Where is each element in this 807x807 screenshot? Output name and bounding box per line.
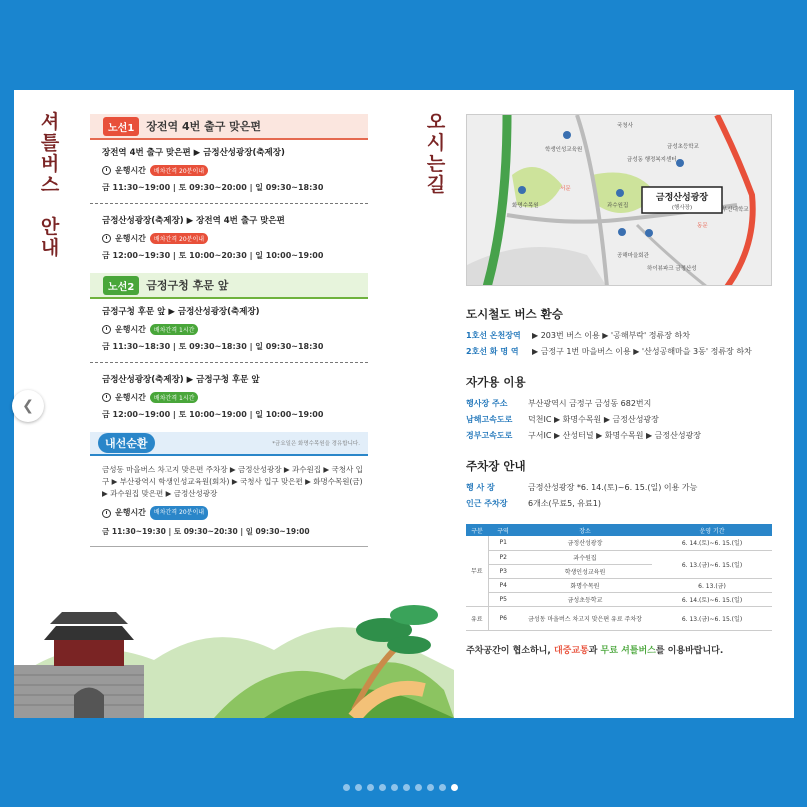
table-cell: 금성동 마을버스 차고지 맞은편 유료 주차장 xyxy=(518,606,652,630)
op-label: 운행시간 xyxy=(115,325,146,334)
route2-title: 금정구청 후문 앞 xyxy=(146,279,229,292)
table-cell: 금정산성광장 xyxy=(518,536,652,550)
notice-highlight: 대중교통 xyxy=(553,645,589,656)
trip-to: 금정산성광장(축제장) xyxy=(177,307,260,317)
map-label: 공해마을회관 xyxy=(617,253,649,259)
map-label: 학생인성교육원 xyxy=(545,147,583,153)
route1-trip2: 금정산성광장(축제장) ▶ 장전역 4번 출구 맞은편 운행시간 배차간격 20분이내 금 12:00~19:30 | 토 10:00~20:30 | 일 10:00~19:00 xyxy=(90,208,368,267)
row-text: 덕천IC ▶ 화명수목원 ▶ 금정산성광장 xyxy=(528,415,659,424)
map-label: 부산대학교 xyxy=(722,207,749,213)
car-row xyxy=(466,412,776,428)
route2-trip2: 금정산성광장(축제장) ▶ 금정구청 후문 앞 운행시간 배차간격 1시간 금 12:00~19:00 | 토 10:00~19:00 | 일 10:00~19:00 xyxy=(90,367,368,426)
trip-to: 금정구청 후문 앞 xyxy=(196,375,260,385)
row-text: 부산광역시 금정구 금성동 682번지 xyxy=(528,399,652,408)
metro-row xyxy=(466,328,776,344)
row-label: 남해고속도로 xyxy=(466,415,513,424)
table-cell: 유료 xyxy=(466,606,488,630)
schedule: 금 11:30~19:30 | 토 09:30~20:30 | 일 09:30~19:00 xyxy=(102,527,310,536)
divider xyxy=(90,546,368,547)
table-cell: P6 xyxy=(488,606,518,630)
clock-icon xyxy=(102,509,111,518)
interval-badge: 배차간격 20분이내 xyxy=(150,233,208,244)
shuttle-title: 셔 틀 버 스 안 내 xyxy=(40,111,60,259)
metro-title: 도시철도 버스 환승 xyxy=(466,307,563,321)
map-label: 과수원집 xyxy=(607,203,629,209)
row-text: ▶ 금정구 1번 마을버스 이용 ▶ '산성공해마을 3동' 정류장 하차 xyxy=(532,347,752,356)
notice-text: 주차공간이 협소하니, xyxy=(466,645,554,656)
metro-row xyxy=(466,344,776,360)
interval-badge: 배차간격 20분이내 xyxy=(150,165,208,176)
map-label: 금성초등학교 xyxy=(667,144,699,150)
table-row xyxy=(466,578,772,592)
trip-from: 금정산성광장(축제장) xyxy=(102,216,184,226)
map-label: 금성동 행정복지센터 xyxy=(627,157,677,163)
circular-body xyxy=(90,456,368,538)
parking-table xyxy=(466,524,772,631)
car-row xyxy=(466,396,776,412)
carousel-dot[interactable] xyxy=(451,784,458,791)
table-cell: P5 xyxy=(488,592,518,606)
car-row xyxy=(466,428,776,444)
schedule: 금 11:30~18:30 | 토 09:30~18:30 | 일 09:30~18:30 xyxy=(102,342,324,351)
trip-to: 장전역 4번 출구 맞은편 xyxy=(196,216,285,226)
col-header: 구역 xyxy=(488,524,518,536)
row-label: 1호선 온천장역 xyxy=(466,331,521,340)
trip-to: 금정산성광장(축제장) xyxy=(203,148,285,158)
location-map xyxy=(466,114,772,286)
row-label: 행 사 장 xyxy=(466,483,495,492)
table-cell: 6. 13.(금)~6. 15.(일) xyxy=(652,606,772,630)
carousel-dot[interactable] xyxy=(367,784,374,791)
table-row xyxy=(466,536,772,550)
route1-title: 장전역 4번 출구 맞은편 xyxy=(146,120,262,133)
directions-panel xyxy=(466,114,776,656)
map-label: 하이뷰파크 금정산성 xyxy=(647,266,697,272)
clock-icon xyxy=(102,166,111,175)
car-title: 자가용 이용 xyxy=(466,375,526,389)
table-cell: 6. 14.(토)~6. 15.(일) xyxy=(652,592,772,606)
route1-trip1: 장전역 4번 출구 맞은편 ▶ 금정산성광장(축제장) 운행시간 배차간격 20분이내 금 11:30~19:00 | 토 09:30~20:00 | 일 09:30~18:30 xyxy=(90,140,368,199)
table-cell: 학생인성교육원 xyxy=(518,564,652,578)
op-label: 운행시간 xyxy=(115,393,146,402)
row-label: 행사장 주소 xyxy=(466,399,508,408)
table-cell: 6. 13.(금)~6. 15.(일) xyxy=(652,550,772,578)
brochure-page xyxy=(14,90,794,718)
circular-badge: 내선순환 xyxy=(98,433,155,453)
map-callout: 금정산성광장 xyxy=(655,193,709,203)
carousel-dot[interactable] xyxy=(391,784,398,791)
route2-badge: 노선2 xyxy=(103,276,139,295)
carousel-dot[interactable] xyxy=(403,784,410,791)
op-label: 운행시간 xyxy=(115,166,146,175)
carousel-indicator xyxy=(343,784,458,791)
col-header: 운영 기간 xyxy=(652,524,772,536)
table-row xyxy=(466,606,772,630)
table-cell: 6. 13.(금) xyxy=(652,578,772,592)
clock-icon xyxy=(102,393,111,402)
circular-stops: 금성동 마을버스 차고지 맞은편 주차장 ▶ 금정산성광장 ▶ 과수원집 ▶ 국청사 입구 ▶ 부산광역시 학생인성교육원(회차) ▶ 국청사 입구 맞은편 ▶ 화명수목원(금) ▶ 과수원집 맞은편 ▶ 금정산성광장 xyxy=(102,465,363,498)
map-label: 동문 xyxy=(697,223,708,229)
clock-icon xyxy=(102,325,111,334)
trip-from: 금정구청 후문 앞 xyxy=(102,307,166,317)
row-label: 인근 주차장 xyxy=(466,499,508,508)
route2-trip1: 금정구청 후문 앞 ▶ 금정산성광장(축제장) 운행시간 배차간격 1시간 금 11:30~18:30 | 토 09:30~18:30 | 일 09:30~18:30 xyxy=(90,299,368,358)
route1-header xyxy=(90,114,368,140)
table-row xyxy=(466,550,772,564)
schedule: 금 11:30~19:00 | 토 09:30~20:00 | 일 09:30~18:30 xyxy=(102,183,324,192)
row-label: 경부고속도로 xyxy=(466,431,513,440)
notice-text: 과 xyxy=(588,645,601,656)
table-cell: 금성초등학교 xyxy=(518,592,652,606)
carousel-dot[interactable] xyxy=(415,784,422,791)
notice-text: 를 이용바랍니다. xyxy=(655,645,724,656)
table-row xyxy=(466,592,772,606)
row-text: ▶ 203번 버스 이용 ▶ '공해부락' 정류장 하차 xyxy=(532,331,690,340)
route2-header xyxy=(90,273,368,299)
interval-badge: 배차간격 20분이내 xyxy=(150,506,208,520)
circular-note: *금요일은 화명수목원을 경유합니다. xyxy=(272,441,360,447)
circular-header xyxy=(90,432,368,456)
carousel-dot[interactable] xyxy=(379,784,386,791)
table-header xyxy=(466,524,772,536)
carousel-dot[interactable] xyxy=(439,784,446,791)
parking-title: 주차장 안내 xyxy=(466,459,526,473)
carousel-dot[interactable] xyxy=(343,784,350,791)
map-label: 국청사 xyxy=(617,123,633,129)
col-header: 구분 xyxy=(466,524,488,536)
map-label: 서문 xyxy=(560,186,571,192)
table-cell: P2 xyxy=(488,550,518,564)
interval-badge: 배차간격 1시간 xyxy=(150,324,199,335)
col-header: 장소 xyxy=(518,524,652,536)
table-cell: P1 xyxy=(488,536,518,550)
map-callout-sub: (행사장) xyxy=(671,205,693,211)
row-text: 구서IC ▶ 산성터널 ▶ 화명수목원 ▶ 금정산성광장 xyxy=(528,431,702,440)
trip-from: 장전역 4번 출구 맞은편 xyxy=(102,148,191,158)
table-cell: P3 xyxy=(488,564,518,578)
row-text: 6개소(무료5, 유료1) xyxy=(528,499,601,508)
parking-row xyxy=(466,496,776,512)
divider xyxy=(90,362,368,363)
op-label: 운행시간 xyxy=(115,234,146,243)
clock-icon xyxy=(102,234,111,243)
row-text: 금정산성광장 *6. 14.(토)~6. 15.(일) 이용 가능 xyxy=(528,483,698,492)
fortress-illustration xyxy=(14,590,454,718)
divider xyxy=(90,203,368,204)
table-cell: 과수원집 xyxy=(518,550,652,564)
carousel-dot[interactable] xyxy=(427,784,434,791)
directions-title: 오 시 는 길 xyxy=(426,111,446,196)
row-label: 2호선 화 명 역 xyxy=(466,347,519,356)
notice xyxy=(466,643,776,656)
carousel-dot[interactable] xyxy=(355,784,362,791)
trip-from: 금정산성광장(축제장) xyxy=(102,375,184,385)
map-label: 화명수목원 xyxy=(512,203,539,209)
route1-badge: 노선1 xyxy=(103,117,139,136)
table-cell: P4 xyxy=(488,578,518,592)
schedule: 금 12:00~19:00 | 토 10:00~19:00 | 일 10:00~19:00 xyxy=(102,410,324,419)
table-cell: 무료 xyxy=(466,536,488,606)
interval-badge: 배차간격 1시간 xyxy=(150,392,199,403)
schedule: 금 12:00~19:30 | 토 10:00~20:30 | 일 10:00~19:00 xyxy=(102,251,324,260)
op-label: 운행시간 xyxy=(115,508,146,517)
notice-highlight: 무료 셔틀버스 xyxy=(600,645,656,656)
parking-row xyxy=(466,480,776,496)
table-cell: 화명수목원 xyxy=(518,578,652,592)
table-cell: 6. 14.(토)~6. 15.(일) xyxy=(652,536,772,550)
shuttle-panel xyxy=(90,114,368,551)
previous-arrow-icon[interactable]: ❮ xyxy=(12,390,44,422)
